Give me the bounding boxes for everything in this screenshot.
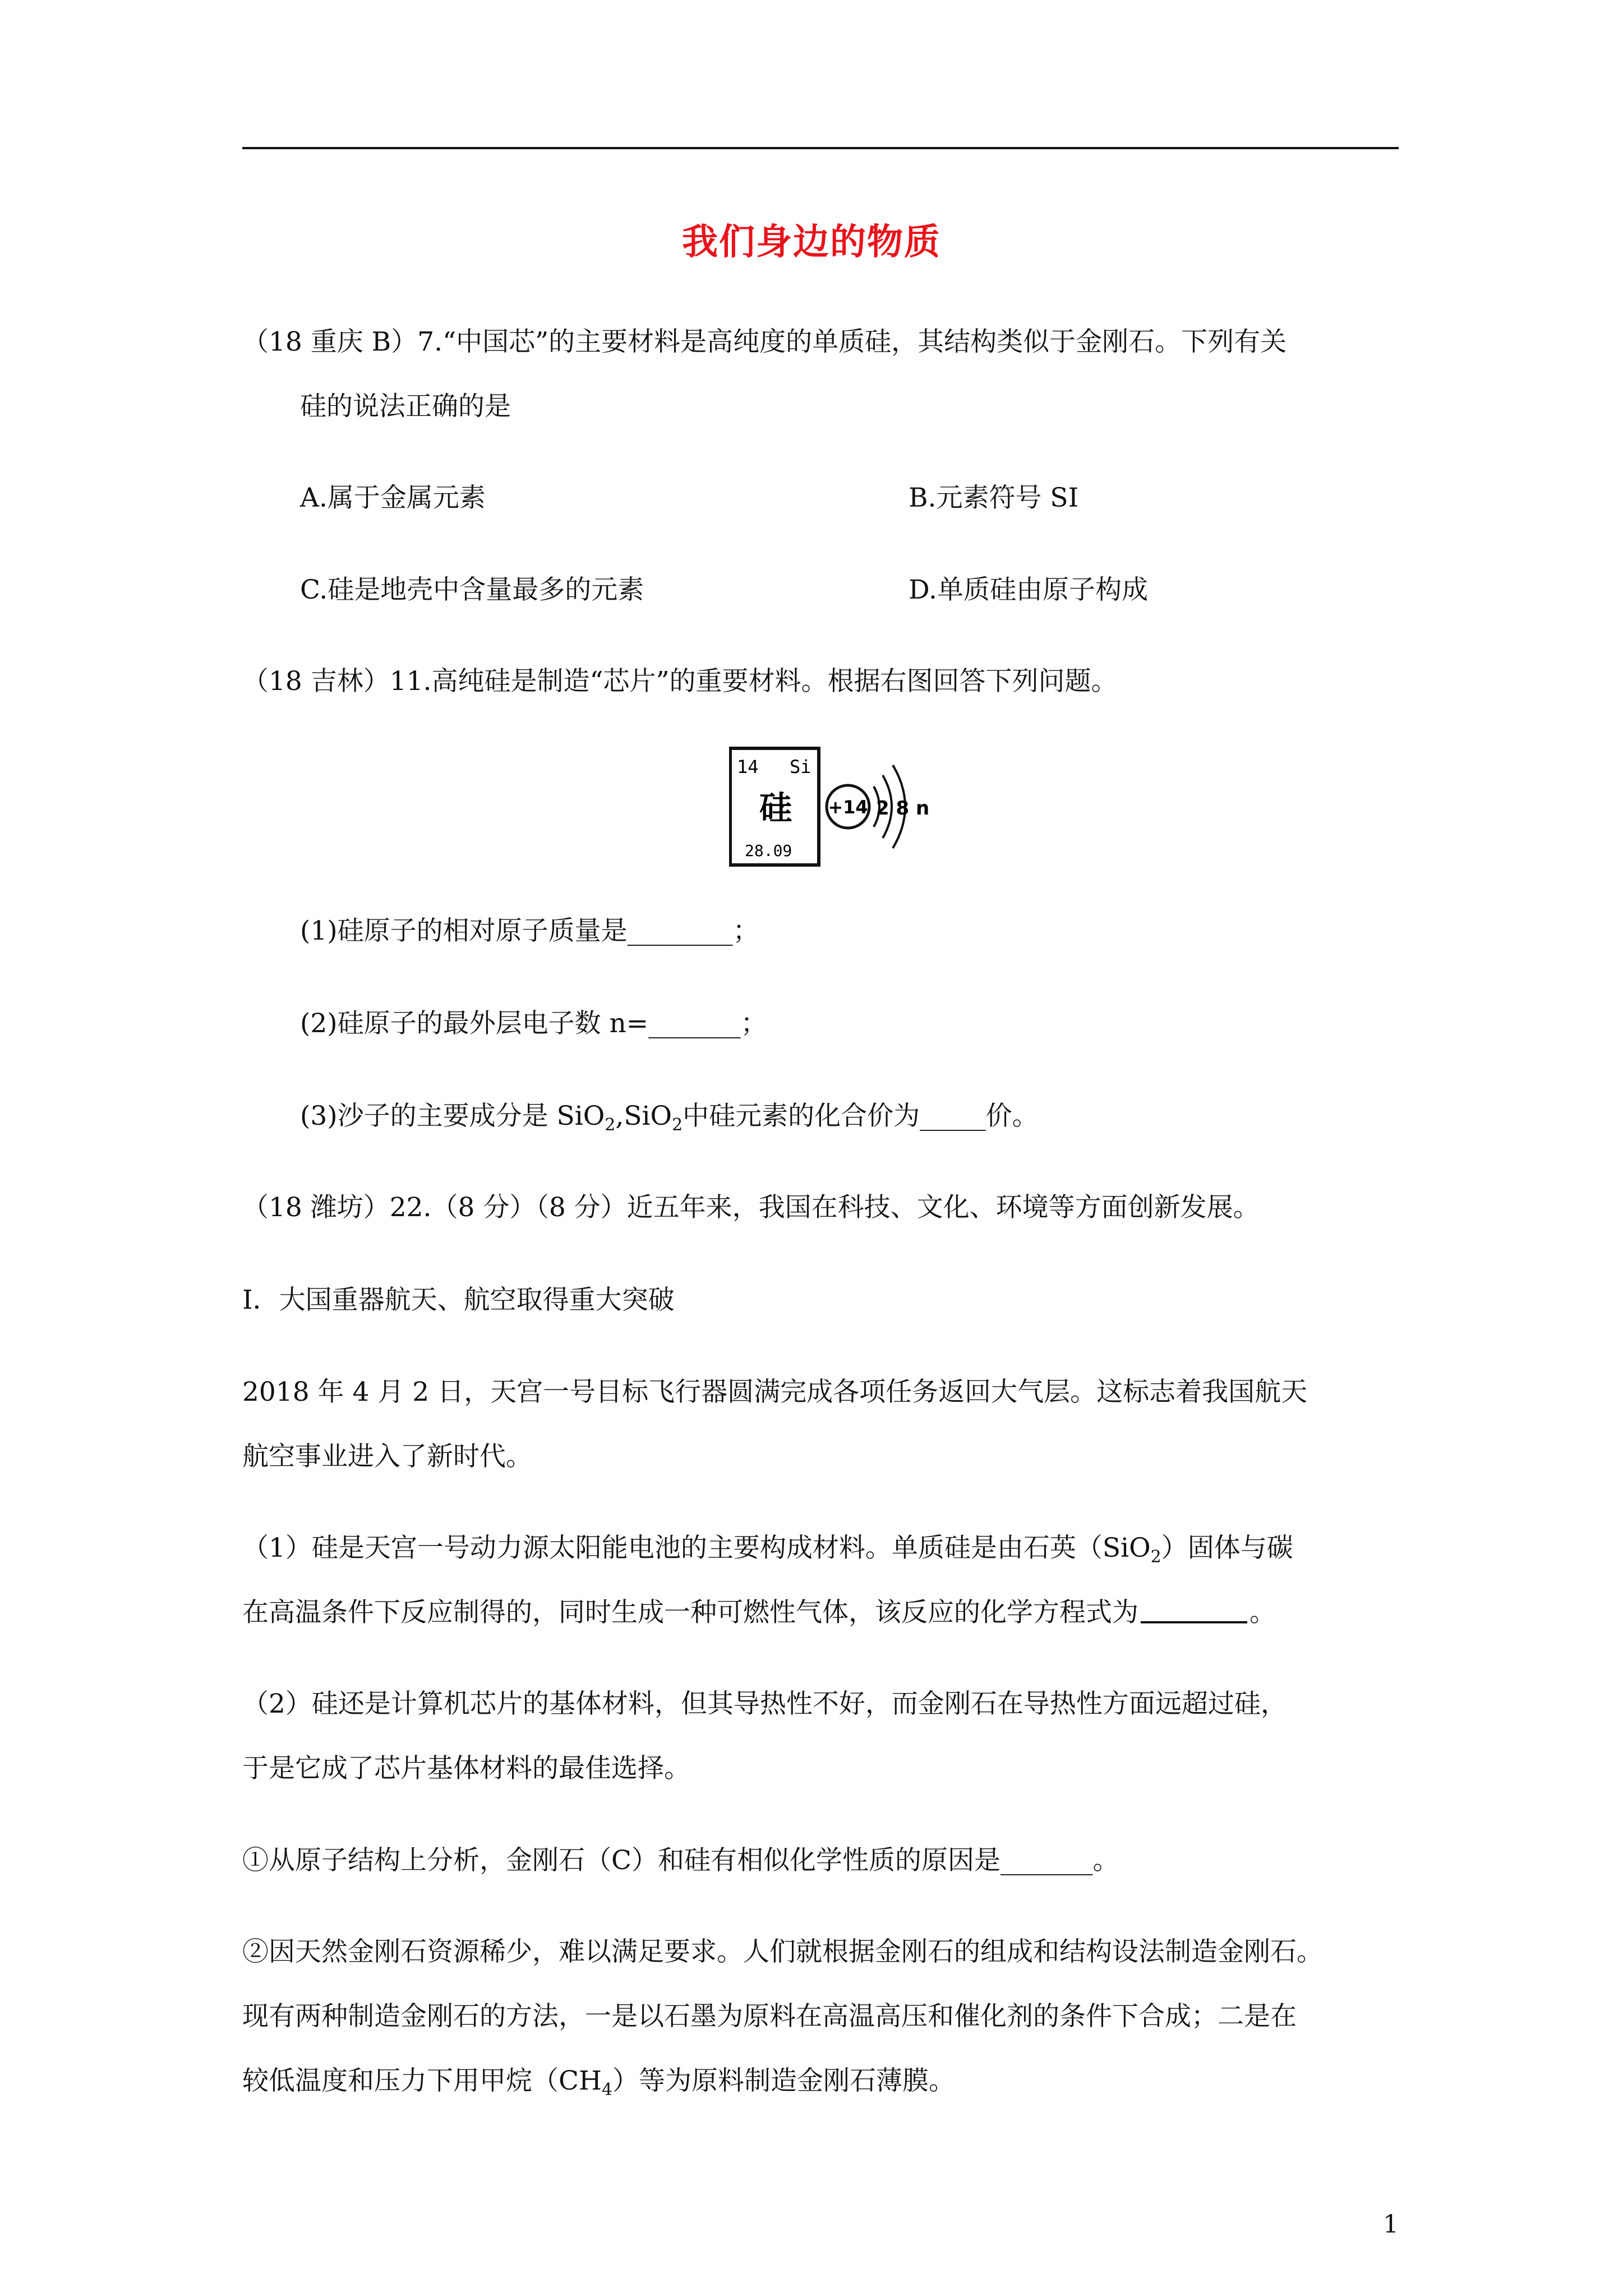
q3-item2-line1: ②因天然金刚石资源稀少，难以满足要求。人们就根据金刚石的组成和结构设法制造金刚石。 bbox=[242, 1936, 1323, 1967]
q1-line2: 硅的说法正确的是 bbox=[300, 391, 511, 422]
q3-stem: （18 潍坊）22.（8 分）（8 分）近五年来，我国在科技、文化、环境等方面创新发展。 bbox=[242, 1192, 1260, 1223]
electron-counts: 2 8 n bbox=[876, 797, 930, 820]
nucleus-charge: +14 bbox=[828, 797, 868, 818]
q1-option-c: C.硅是地壳中含量最多的元素 bbox=[300, 574, 644, 605]
q2-sub2: (2)硅原子的最外层电子数 n=_______； bbox=[300, 1008, 767, 1039]
q3-item2-line3: 较低温度和压力下用甲烷$(CH_4)$等为原料制造金刚石薄膜。 bbox=[242, 2065, 956, 2100]
q2-stem: （18 吉林）11.高纯硅是制造“芯片”的重要材料。根据右图回答下列问题。 bbox=[242, 666, 1118, 697]
q1-option-b: B.元素符号 SI bbox=[909, 482, 1079, 513]
header-rule bbox=[242, 147, 1399, 149]
subscript: 2 bbox=[672, 1115, 683, 1135]
q1-option-d: D.单质硅由原子构成 bbox=[909, 574, 1148, 605]
subscript: 4 bbox=[601, 2080, 613, 2100]
element-symbol: Si bbox=[790, 756, 811, 777]
q2-sub3: (3)沙子的主要成分是 SiO$_2$,SiO$_2$中硅元素的化合价为_____价。 bbox=[300, 1101, 1039, 1135]
q3-part2-line1: （2）硅还是计算机芯片的基体材料，但其导热性不好，而金刚石在导热性方面远超过硅， bbox=[242, 1688, 1287, 1719]
q3-item1: ①从原子结构上分析，金刚石（C）和硅有相似化学性质的原因是_______。 bbox=[242, 1845, 1119, 1876]
q3-intro-line2: 航空事业进入了新时代。 bbox=[242, 1441, 532, 1472]
q3-part2-line2: 于是它成了芯片基体材料的最佳选择。 bbox=[242, 1753, 690, 1784]
atomic-number: 14 bbox=[737, 756, 759, 777]
page-number: 1 bbox=[1383, 2210, 1399, 2239]
q3-part1-line1: （1）硅是天宫一号动力源太阳能电池的主要构成材料。单质硅是由石英（SiO$_2$）固体与碳 bbox=[242, 1533, 1293, 1567]
page-title: 我们身边的物质 bbox=[682, 221, 941, 263]
atomic-mass: 28.09 bbox=[745, 841, 792, 860]
q2-sub1: (1)硅原子的相对原子质量是________； bbox=[300, 915, 759, 946]
subscript: 2 bbox=[605, 1115, 616, 1135]
subscript: 2 bbox=[1150, 1547, 1161, 1567]
silicon-element-figure bbox=[729, 746, 931, 869]
element-name: 硅 bbox=[759, 789, 792, 827]
q1-option-a: A.属于金属元素 bbox=[300, 482, 486, 513]
q3-section-heading: I．大国重器航天、航空取得重大突破 bbox=[242, 1285, 675, 1315]
answer-blank[interactable] bbox=[1141, 1599, 1247, 1623]
q3-intro-line1: 2018 年 4 月 2 日，天宫一号目标飞行器圆满完成各项任务返回大气层。这标志着我国航天 bbox=[242, 1377, 1308, 1407]
q1-line1: （18 重庆 B）7.“中国芯”的主要材料是高纯度的单质硅，其结构类似于金刚石。下列有关 bbox=[242, 326, 1287, 357]
q3-part1-line2: 在高温条件下反应制得的，同时生成一种可燃性气体，该反应的化学方程式为 。 bbox=[242, 1597, 1276, 1628]
q3-item2-line2: 现有两种制造金刚石的方法，一是以石墨为原料在高温高压和催化剂的条件下合成；二是在 bbox=[242, 2001, 1297, 2032]
